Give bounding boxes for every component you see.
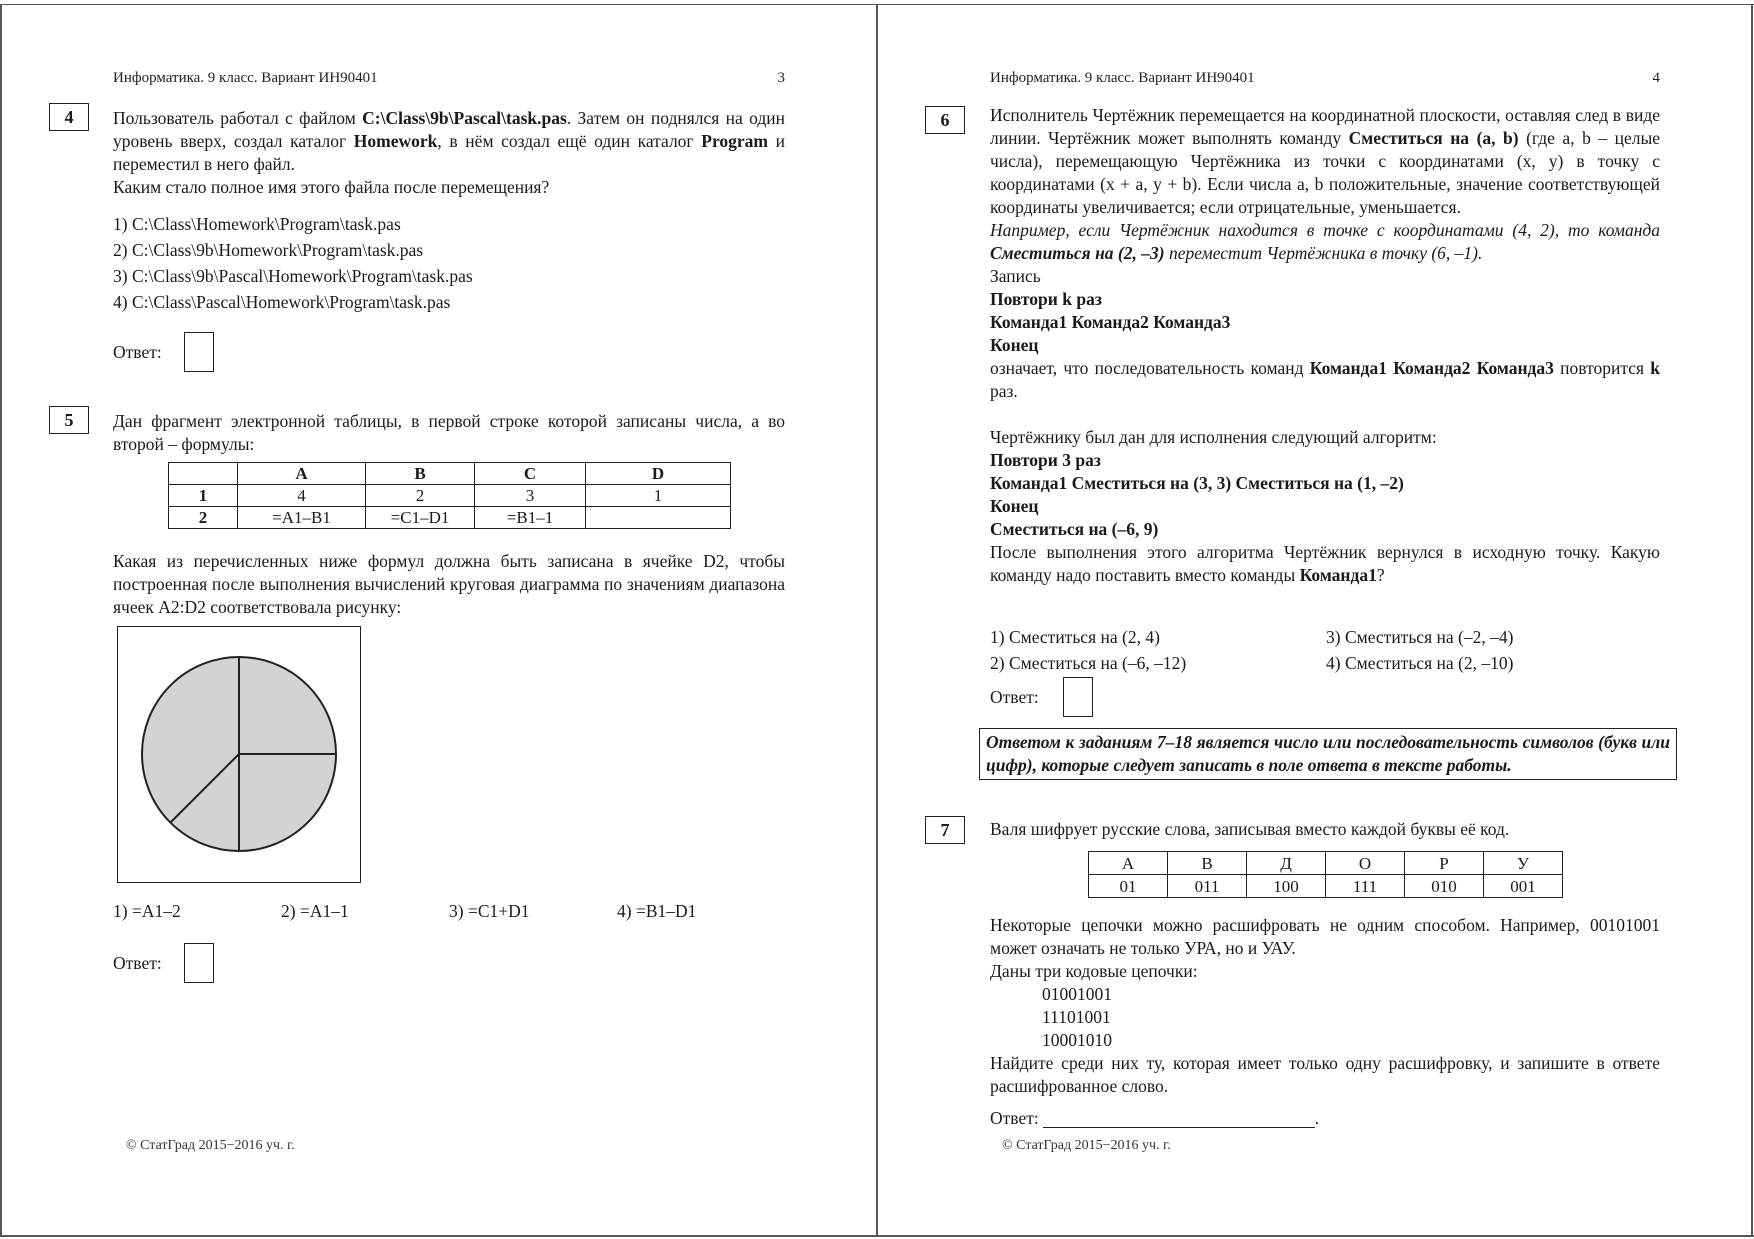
table-cell	[586, 507, 731, 529]
task-number-badge: 4	[49, 103, 89, 131]
task-number-badge: 7	[925, 816, 965, 844]
letter-cell: О	[1326, 852, 1405, 875]
table-row	[169, 485, 731, 507]
code-cell: 01	[1089, 875, 1168, 898]
text-run: Исполнитель Чертёжник перемещается на координатной плоскости, оставляя след в виде линии. Чертёжник может выполнять команду	[990, 105, 1660, 148]
answer-label: Ответ:	[113, 952, 162, 973]
column-header: B	[366, 463, 475, 485]
task4-statement	[113, 107, 785, 199]
task5-intro: Дан фрагмент электронной таблицы, в первой строке которой записаны числа, а во второй – формулы:	[113, 411, 785, 454]
option-3: 3) C:\Class\9b\Pascal\Homework\Program\task.pas	[113, 266, 473, 286]
left-page	[0, 0, 876, 1239]
text-run: и переместил в него файл.	[113, 131, 785, 174]
text-run: ?	[1376, 565, 1385, 585]
option-2: 2) Сместиться на (–6, –12)	[990, 653, 1187, 673]
option-1: 1) C:\Class\Homework\Program\task.pas	[113, 214, 401, 234]
task5-question: Какая из перечисленных ниже формул должна быть записана в ячейке D2, чтобы построенная после выполнения вычислений круговая диаграмма по значениям диапазона ячеек A2:D2 соответствовала рисунку:	[113, 551, 785, 617]
table-cell: 1	[586, 485, 731, 507]
task6-question	[990, 541, 1660, 587]
running-header	[113, 70, 785, 87]
page-number: 4	[1652, 70, 1660, 86]
answer-input-box[interactable]	[1063, 677, 1093, 717]
row-header: 1	[169, 485, 238, 507]
task-number-badge: 6	[925, 106, 965, 134]
task5-answer	[113, 943, 214, 983]
text-run: Например, если Чертёжник находится в точке с координатами (4, 2), то команда	[990, 220, 1660, 240]
task4-text	[113, 107, 785, 176]
text-run: Пользователь работал с файлом	[113, 108, 363, 128]
option-4: 4) C:\Class\Pascal\Homework\Program\task.pas	[113, 292, 451, 312]
column-header: D	[586, 463, 731, 485]
code-cell: 010	[1405, 875, 1484, 898]
record-label: Запись	[990, 266, 1041, 286]
task5-options	[113, 901, 696, 922]
right-page	[878, 0, 1752, 1239]
text-run: . Затем он поднялся на один уровень вверх, создал каталог	[113, 108, 785, 151]
text-run: раз.	[990, 381, 1018, 401]
table-row	[169, 507, 731, 529]
option-3: 3) Сместиться на (–2, –4)	[1326, 627, 1514, 647]
table-cell: =B1–1	[475, 507, 586, 529]
command-name: Сместиться на (2, –3)	[990, 243, 1165, 263]
task7-intro: Валя шифрует русские слова, записывая вместо каждой буквы её код.	[990, 819, 1510, 839]
directory-name: Homework	[353, 131, 438, 151]
page-number: 3	[777, 70, 785, 86]
code-cell: 001	[1484, 875, 1563, 898]
row-header: 2	[169, 507, 238, 529]
letter-cell: Д	[1247, 852, 1326, 875]
task6-statement	[990, 104, 1660, 587]
answer-input-line[interactable]	[1043, 1109, 1315, 1128]
task6-options	[990, 624, 1626, 676]
letter-cell: Р	[1405, 852, 1484, 875]
code-chain: 10001010	[1042, 1030, 1112, 1050]
algorithm-line: Команда1 Сместиться на (3, 3) Сместиться на (1, –2)	[990, 473, 1404, 493]
option-4: 4) =B1–D1	[617, 901, 697, 921]
option-1: 1) =A1–2	[113, 901, 181, 921]
code-cell: 100	[1247, 875, 1326, 898]
option-1: 1) Сместиться на (2, 4)	[990, 627, 1160, 647]
algorithm-line: Повтори 3 раз	[990, 450, 1101, 470]
text-run: , в нём создал ещё один каталог	[437, 131, 702, 151]
text-run: переместит Чертёжника в точку (6, –1).	[1164, 243, 1483, 263]
task4-answer	[113, 332, 214, 372]
pie-chart-frame	[117, 626, 361, 883]
spacer	[990, 403, 1660, 426]
letter-cell: А	[1089, 852, 1168, 875]
code-cell: 111	[1326, 875, 1405, 898]
code-cell: 011	[1168, 875, 1247, 898]
text-run: k	[1650, 358, 1661, 378]
copyright-footer: © СтатГрад 2015−2016 уч. г.	[126, 1138, 295, 1153]
answer-label: Ответ:	[990, 686, 1039, 707]
directory-name: Program	[701, 131, 768, 151]
option-2: 2) C:\Class\9b\Homework\Program\task.pas	[113, 240, 424, 260]
instruction-note: Ответом к заданиям 7–18 является число или последовательность символов (букв или цифр), которые следует записать в поле ответа в тексте работы.	[979, 728, 1677, 780]
copyright-footer: © СтатГрад 2015−2016 уч. г.	[1002, 1138, 1171, 1153]
table-header-row	[169, 463, 731, 485]
command-name: Команда1 Команда2 Команда3	[1309, 358, 1554, 378]
record-line: Повтори k раз	[990, 289, 1102, 309]
answer-input-box[interactable]	[184, 332, 214, 372]
table-row	[1089, 875, 1563, 898]
algorithm-line: Конец	[990, 496, 1039, 516]
file-path: C:\Class\9b\Pascal\task.pas	[362, 108, 567, 128]
task7-body	[990, 914, 1660, 1098]
code-chain: 01001001	[1042, 984, 1112, 1004]
table-cell: 2	[366, 485, 475, 507]
header-title: Информатика. 9 класс. Вариант ИН90401	[113, 70, 378, 86]
table-cell	[169, 463, 238, 485]
answer-input-box[interactable]	[184, 943, 214, 983]
letter-codes-table	[1088, 851, 1563, 898]
task7-given: Даны три кодовые цепочки:	[990, 961, 1198, 981]
spreadsheet-table	[168, 462, 731, 529]
pie-chart	[118, 627, 360, 882]
option-4: 4) Сместиться на (2, –10)	[1326, 653, 1514, 673]
task-number-badge: 5	[49, 406, 89, 434]
text-run: (где a, b – целые числа), перемещающую Чертёжника из точки с координатами (x, y) в точку с координатами (x + a, y + b). Если числа a, b положительные, значение соответствующей координаты увеличивается; если отрицательные, уменьшается.	[990, 128, 1660, 217]
answer-label: Ответ:	[990, 1108, 1039, 1128]
text-run: повторится	[1553, 358, 1651, 378]
answer-label: Ответ:	[113, 341, 162, 362]
option-2: 2) =A1–1	[281, 901, 349, 921]
table-cell: =A1–B1	[238, 507, 366, 529]
task6-answer	[990, 677, 1093, 717]
record-line: Команда1 Команда2 Команда3	[990, 312, 1231, 332]
task6-example	[990, 219, 1660, 265]
option-3: 3) =C1+D1	[449, 901, 530, 921]
task7-question: Найдите среди них ту, которая имеет только одну расшифровку, и запишите в ответе расшифрованное слово.	[990, 1053, 1660, 1096]
header-title: Информатика. 9 класс. Вариант ИН90401	[990, 70, 1255, 86]
code-chain: 11101001	[1042, 1007, 1111, 1027]
column-header: C	[475, 463, 586, 485]
task4-question: Каким стало полное имя этого файла после перемещения?	[113, 177, 550, 197]
table-header-row	[1089, 852, 1563, 875]
record-line: Конец	[990, 335, 1039, 355]
command-name: Команда1	[1299, 565, 1377, 585]
task7-answer	[990, 1108, 1319, 1129]
answer-end-punct: .	[1314, 1108, 1320, 1128]
running-header	[990, 70, 1660, 87]
command-name: Сместиться на (a, b)	[1348, 128, 1519, 148]
column-header: A	[238, 463, 366, 485]
task6-text	[990, 104, 1660, 219]
letter-cell: У	[1484, 852, 1563, 875]
algorithm-line: Сместиться на (–6, 9)	[990, 519, 1159, 539]
text-run: означает, что последовательность команд	[990, 358, 1310, 378]
task7-example: Некоторые цепочки можно расшифровать не одним способом. Например, 00101001 может означать не только УРА, но и УАУ.	[990, 915, 1660, 958]
table-cell: 4	[238, 485, 366, 507]
letter-cell: В	[1168, 852, 1247, 875]
record-meaning	[990, 357, 1660, 403]
text-run: После выполнения этого алгоритма Чертёжник вернулся в исходную точку. Какую команду надо поставить вместо команды	[990, 542, 1660, 585]
table-cell: =C1–D1	[366, 507, 475, 529]
algorithm-intro: Чертёжнику был дан для исполнения следующий алгоритм:	[990, 427, 1437, 447]
table-cell: 3	[475, 485, 586, 507]
task4-options	[113, 211, 473, 315]
